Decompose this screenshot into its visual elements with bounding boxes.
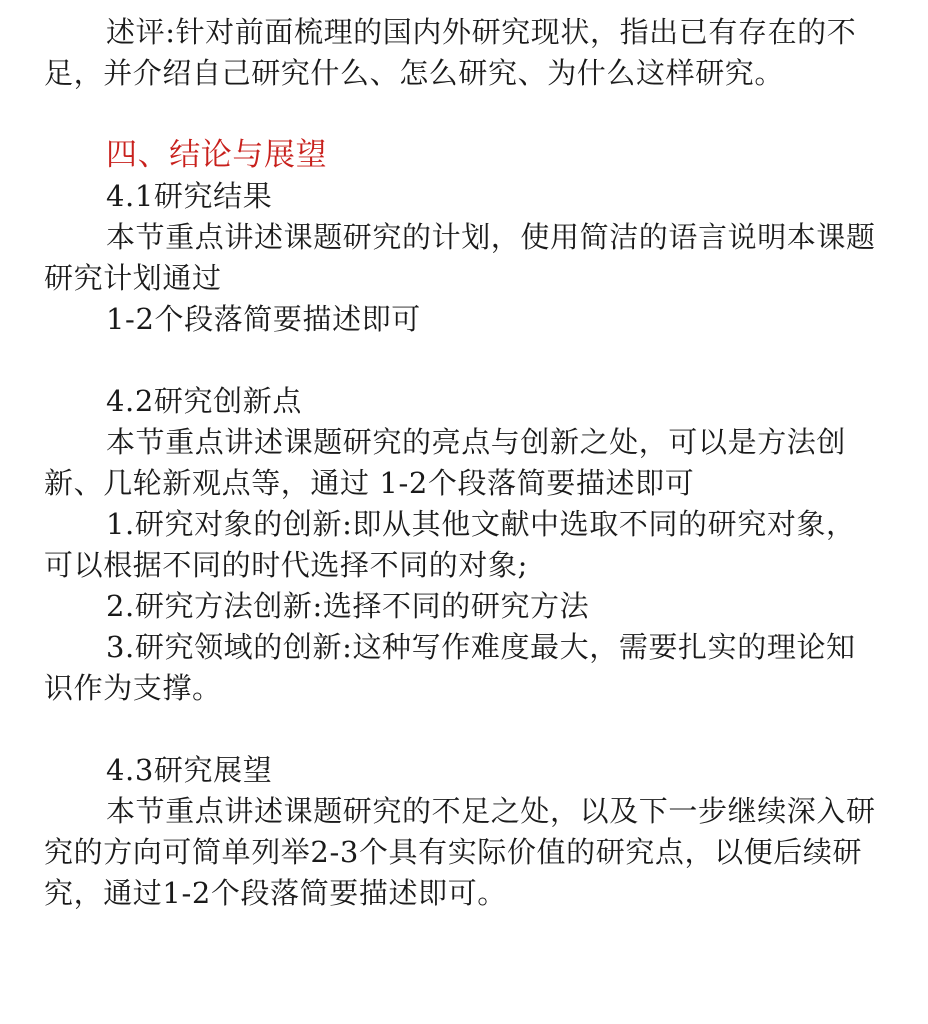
- review-paragraph: 述评:针对前面梳理的国内外研究现状，指出已有存在的不足，并介绍自己研究什么、怎么研究、为什么这样研究。: [44, 15, 857, 90]
- document-page: [44, 12, 884, 914]
- paragraph-4-1: 本节重点讲述课题研究的计划，使用简洁的语言说明本课题研究计划通过: [44, 220, 876, 295]
- heading-4-1: 4.1研究结果: [106, 179, 273, 213]
- note-4-1: 1-2个段落简要描述即可: [106, 302, 421, 336]
- list-item-innovation-field: 3.研究领域的创新:这种写作难度最大，需要扎实的理论知识作为支撑。: [44, 630, 856, 705]
- paragraph-4-3: 本节重点讲述课题研究的不足之处，以及下一步继续深入研究的方向可简单列举2-3个具有实际价值的研究点，以便后续研究，通过1-2个段落简要描述即可。: [44, 794, 876, 910]
- list-item-innovation-method: 2.研究方法创新:选择不同的研究方法: [106, 589, 590, 623]
- list-item-innovation-object: 1.研究对象的创新:即从其他文献中选取不同的研究对象，可以根据不同的时代选择不同的对象;: [44, 507, 856, 582]
- heading-4-2: 4.2研究创新点: [106, 384, 302, 418]
- section-title: 四、结论与展望: [106, 137, 328, 173]
- paragraph-4-2: 本节重点讲述课题研究的亮点与创新之处，可以是方法创新、几轮新观点等，通过 1-2个段落简要描述即可: [44, 425, 847, 500]
- heading-4-3: 4.3研究展望: [106, 753, 273, 787]
